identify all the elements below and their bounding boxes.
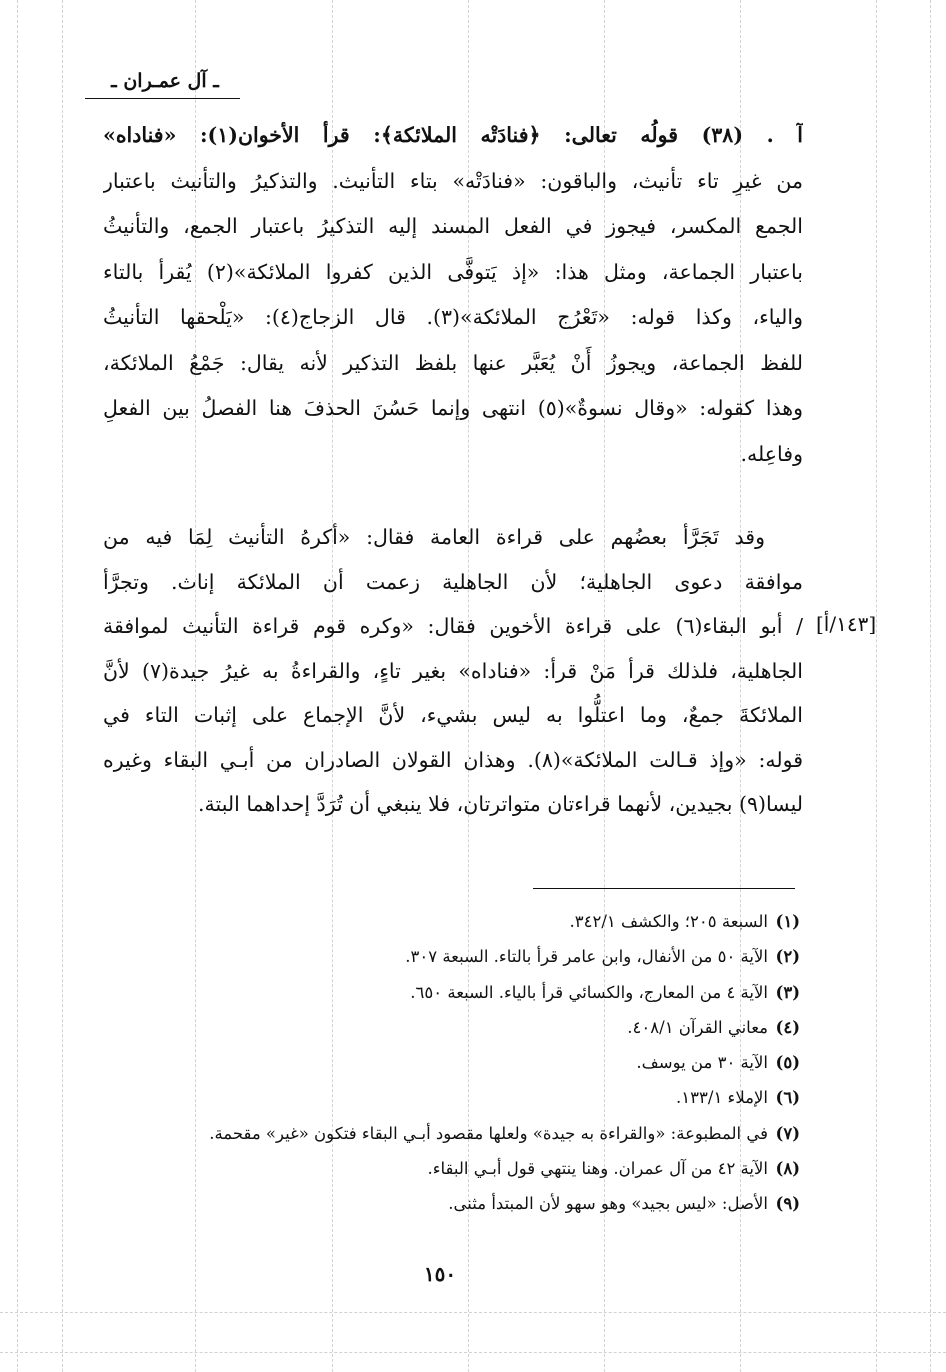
footnote-text: الآية ٤ من المعارج، والكسائي قرأ بالياء. السبعة ٦٥٠. xyxy=(410,982,768,1002)
text-line: وقد تَجَرَّأ بعضُهم على قراءة العامة فقال: «أكرهُ التأنيث لِمَا فيه من xyxy=(103,525,765,549)
guide-line xyxy=(930,0,931,1372)
running-header: ـ آل عمـران ـ xyxy=(111,70,219,92)
footnote-text: الأصل: «ليس بجيد» وهو سهو لأن المبتدأ مثنى. xyxy=(448,1194,768,1214)
guide-line xyxy=(17,0,18,1372)
text-line: من غيرِ تاء تأنيث، والباقون: «فنادَتْه» بتاء التأنيث. والتذكيرُ والتأنيث باعتبار xyxy=(103,168,803,193)
text-line: وهذا كقوله: «وقال نسوةٌ»(٥) انتهى وإنما حَسُنَ الحذفَ هنا الفصلُ بين الفعلِ xyxy=(103,396,803,420)
footnote-text: السبعة ٢٠٥؛ والكشف ٣٤٢/١. xyxy=(569,912,768,931)
text-line: الملائكةَ جمعٌ، وما اعتلُّوا به ليس بشيء، لأنَّ الإجماع على إثبات التاء في xyxy=(103,703,803,727)
text-line: باعتبار الجماعة، ومثل هذا: «إذ يَتوفَّى الذين كفروا الملائكة»(٢) يُقرأ بالتاء xyxy=(103,259,803,284)
footnote-number: (٩) xyxy=(775,1194,800,1214)
footnote-number: (٥) xyxy=(775,1053,800,1073)
footnote-text: في المطبوعة: «والقراءة به جيدة» ولعلها مقصود أبـي البقاء فتكون «غير» مقحمة. xyxy=(209,1123,768,1143)
page-number: ١٥٠ xyxy=(423,1262,457,1286)
paragraph-1 xyxy=(103,113,803,477)
footnote-text: الآية ٥٠ من الأنفال، وابن عامر قرأ بالتاء. السبعة ٣٠٧. xyxy=(405,947,768,967)
footnote-number: (٢) xyxy=(775,947,800,967)
footnote-item xyxy=(130,1116,800,1151)
footnote-item xyxy=(130,1010,800,1045)
paragraph-2 xyxy=(103,515,803,827)
text-line: قوله: «وإذ قـالت الملائكة»(٨). وهذان القولان الصادران من أبـي البقاء وغيره xyxy=(103,747,803,772)
text-line: ليسا(٩) بجيدين، لأنهما قراءتان متواترتان، فلا ينبغي أن تُرَدَّ إحداهما البتة. xyxy=(198,792,803,816)
footnote-number: (١) xyxy=(775,912,800,931)
guide-line xyxy=(62,0,63,1372)
text-line: آ . (٣٨) قولُه تعالى: ﴿فنادَتْه الملائكة﴾: قرأ الأخوان(١): «فناداه» xyxy=(103,123,803,147)
footnote-text: الآية ٣٠ من يوسف. xyxy=(636,1053,768,1073)
footnote-item xyxy=(130,939,800,974)
text-line: والياء، وكذا قوله: «تَعْرُج الملائكة»(٣). قال الزجاج(٤): «يَلْحقها التأنيثُ xyxy=(103,305,803,329)
footnotes-list xyxy=(130,904,800,1222)
footnote-text: الآية ٤٢ من آل عمران. وهنا ينتهي قول أبـي البقاء. xyxy=(427,1159,768,1179)
footnote-text: معاني القرآن ٤٠٨/١. xyxy=(627,1017,768,1037)
footnote-item xyxy=(130,1186,800,1221)
footnote-item xyxy=(130,975,800,1010)
footnote-item xyxy=(130,904,800,939)
footnote-number: (٧) xyxy=(775,1123,800,1143)
text-line: وفاعِله. xyxy=(740,441,803,466)
header-rule xyxy=(85,98,240,99)
guide-line xyxy=(876,0,877,1372)
text-line: للفظ الجماعة، ويجوزُ أَنْ يُعَبَّر عنها بلفظ التذكير لأنه يقال: جَمْعُ الملائكة، xyxy=(103,350,803,375)
guide-line xyxy=(0,1352,946,1353)
footnote-number: (٤) xyxy=(775,1017,800,1037)
footnote-number: (٨) xyxy=(775,1159,800,1179)
footnote-number: (٣) xyxy=(775,982,800,1002)
text-line: الجاهلية، فلذلك قرأ مَنْ قرأ: «فناداه» بغير تاءٍ، والقراءةُ به غيرُ جيدة(٧) لأنَّ xyxy=(103,658,803,683)
text-line: موافقة دعوى الجاهلية؛ لأن الجاهلية زعمت أن الملائكة إناث. وتجرَّأ xyxy=(103,569,803,594)
footnote-separator xyxy=(533,888,795,889)
text-line: الجمع المكسر، فيجوز في الفعل المسند إليه التذكيرُ باعتبار الجمع، والتأنيثُ xyxy=(103,214,803,238)
footnote-item xyxy=(130,1151,800,1186)
footnote-number: (٦) xyxy=(775,1088,800,1108)
text-line: / أبو البقاء(٦) على قراءة الأخوين فقال: «وكره قوم قراءة التأنيث لموافقة xyxy=(103,614,803,638)
footnote-item xyxy=(130,1080,800,1115)
footnote-item xyxy=(130,1045,800,1080)
footnote-text: الإملاء ١٣٣/١. xyxy=(676,1088,768,1108)
manuscript-folio-reference: [١٤٣/أ] xyxy=(816,612,877,636)
guide-line xyxy=(0,1312,946,1313)
